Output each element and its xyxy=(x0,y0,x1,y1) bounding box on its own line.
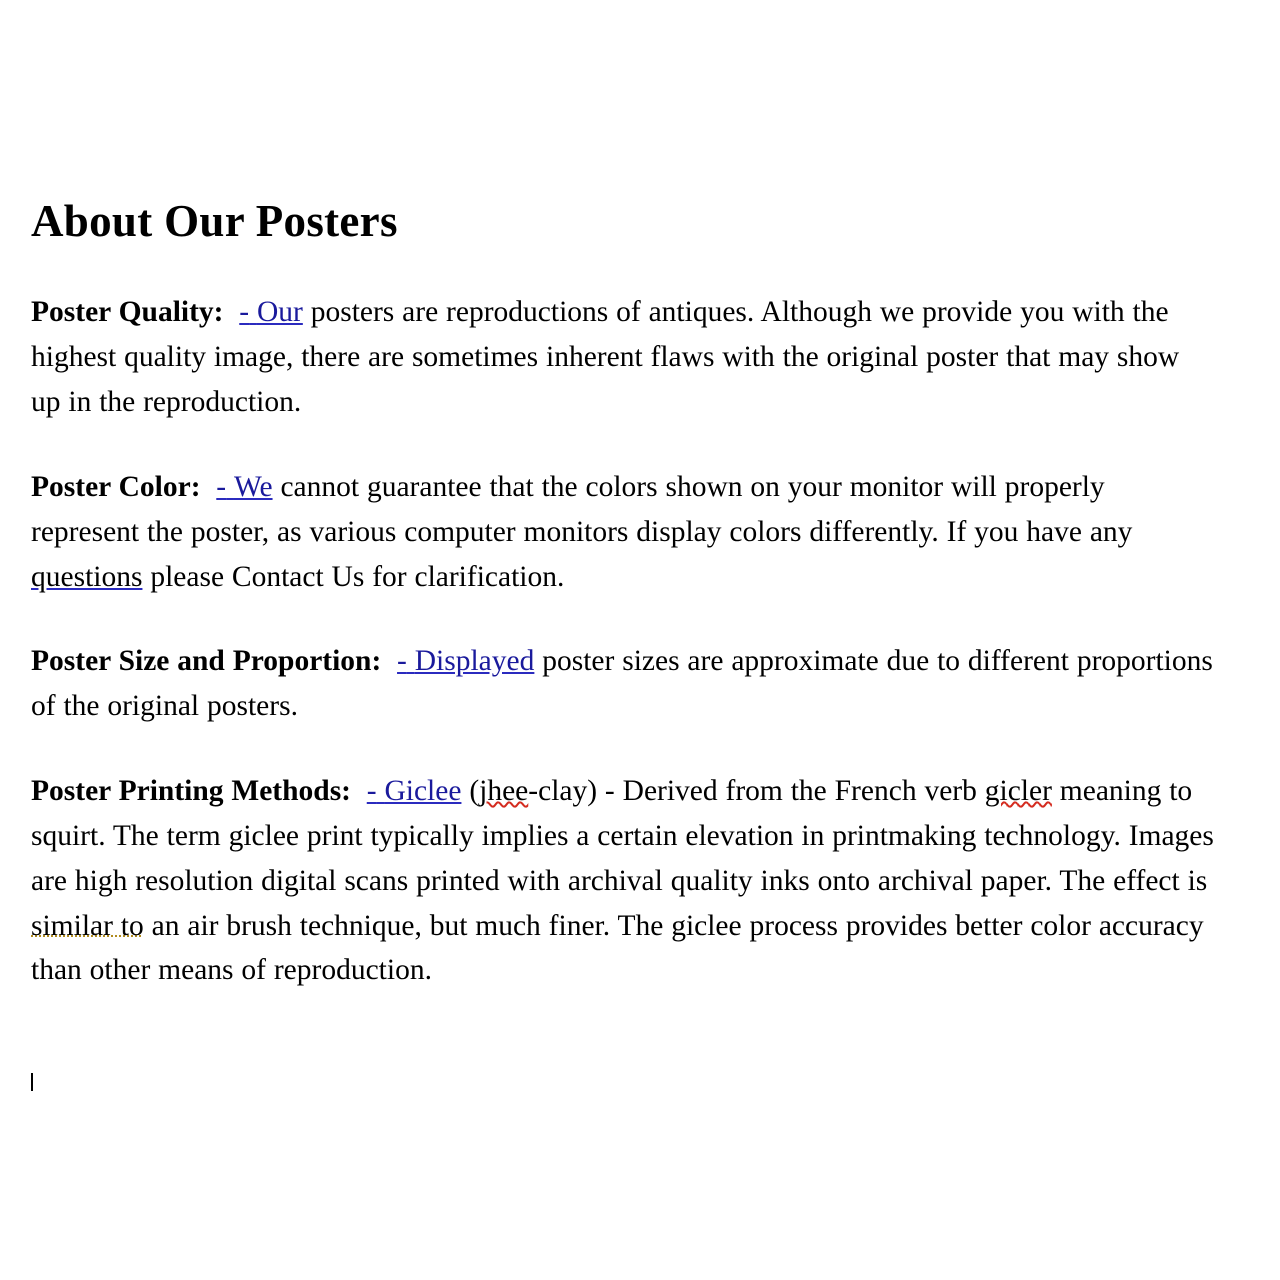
grammar-error-similar-to: similar to xyxy=(31,909,144,942)
highlighted-term: Giclee xyxy=(384,775,462,808)
spelling-error-jhee: jhee xyxy=(479,775,529,808)
paragraph-text-b: please Contact Us for clarification. xyxy=(142,560,565,593)
paragraph-poster-size xyxy=(31,639,1216,729)
paragraph-lead-label: Poster Printing Methods: xyxy=(31,775,351,808)
paragraph-lead-label: Poster Size and Proportion: xyxy=(31,645,382,678)
spelling-error-gicler: gicler xyxy=(984,775,1052,808)
dash-marker: - xyxy=(216,470,227,503)
spacer xyxy=(201,471,217,503)
text-cursor xyxy=(31,1073,33,1091)
questions-link[interactable]: questions xyxy=(31,560,143,593)
highlighted-term: We xyxy=(233,470,273,503)
highlight-space xyxy=(407,645,415,677)
paragraph-printing-methods xyxy=(31,769,1216,993)
dash-marker: - xyxy=(239,296,250,329)
highlight-word xyxy=(249,296,257,328)
paragraph-text-a: ( xyxy=(461,775,480,808)
highlighted-term: Our xyxy=(256,296,303,329)
highlight-space xyxy=(226,471,234,503)
spacer xyxy=(224,296,240,328)
paragraph-lead-label: Poster Color: xyxy=(31,470,201,503)
paragraph-text: posters are reproductions of antiques. Although we provide you with the highest quality image, there are sometimes inherent flaws with the original poster that may show up in the reproduction. xyxy=(31,296,1180,419)
highlighted-term: Displayed xyxy=(414,645,535,678)
paragraph-text-b: -clay) - Derived from the French verb xyxy=(528,775,985,808)
paragraph-poster-color xyxy=(31,465,1216,599)
paragraph-text-a: cannot guarantee that the colors shown on your monitor will properly represent the poster, as various computer monitors display colors differently. If you have any xyxy=(31,470,1133,548)
dash-marker: - xyxy=(366,775,377,808)
document-body xyxy=(31,196,1216,993)
paragraph-lead-label: Poster Quality: xyxy=(31,296,224,329)
spacer xyxy=(351,775,367,807)
paragraph-text-c: meaning to squirt. The term giclee print typically implies a certain elevation in printmaking technology. Images are high resolution digital scans printed with archival quality inks onto archival paper. The effect is xyxy=(31,775,1214,897)
spacer xyxy=(381,645,397,677)
paragraph-text: poster sizes are approximate due to different proportions of the original posters. xyxy=(31,645,1213,723)
page-title: About Our Posters xyxy=(31,196,398,246)
dash-marker: - xyxy=(397,645,407,678)
paragraph-poster-quality xyxy=(31,290,1216,424)
paragraph-text-d: an air brush technique, but much finer. The giclee process provides better color accuracy than other means of reproduction. xyxy=(31,909,1204,987)
